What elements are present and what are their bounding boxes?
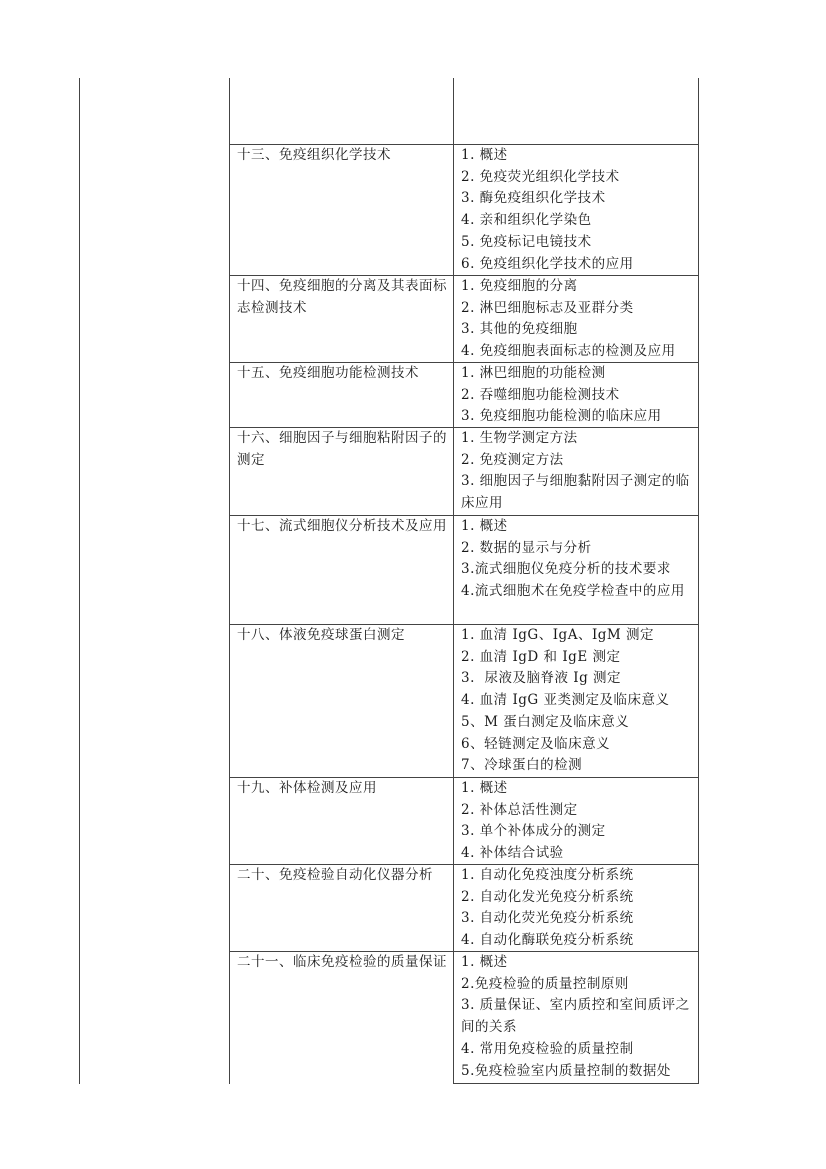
topic-cell <box>237 428 449 471</box>
items-cell <box>461 363 697 428</box>
topic-text: 十四、免疫细胞的分离及其表面标志检测技术 <box>237 278 447 316</box>
list-item: 3.流式细胞仪免疫分析的技术要求 <box>461 561 671 578</box>
list-item: 1. 免疫细胞的分离 <box>461 278 578 294</box>
items-cell <box>461 276 697 363</box>
topic-cell <box>237 516 449 538</box>
list-item: 5.免疫检验室内质量控制的数据处 <box>461 1062 671 1079</box>
list-item: 4.流式细胞术在免疫学检查中的应用 <box>461 583 685 600</box>
topic-text: 十八、体液免疫球蛋白测定 <box>237 627 405 643</box>
list-item: 4. 常用免疫检验的质量控制 <box>461 1040 634 1057</box>
topic-cell <box>237 363 449 385</box>
list-item: 2.免疫检验的质量控制原则 <box>461 975 629 992</box>
list-item: 6. 免疫组织化学技术的应用 <box>461 255 634 272</box>
topic-cell <box>237 778 449 800</box>
list-item: 2. 数据的显示与分析 <box>461 539 592 556</box>
items-cell <box>461 865 697 952</box>
list-item: 2. 吞噬细胞功能检测技术 <box>461 386 620 403</box>
topic-cell <box>237 952 449 974</box>
list-item: 4. 补体结合试验 <box>461 845 564 862</box>
list-item: 1. 概述 <box>461 954 508 970</box>
list-item: 5. 免疫标记电镜技术 <box>461 233 592 250</box>
topic-text: 二十、免疫检验自动化仪器分析 <box>237 867 433 883</box>
topic-text: 十六、细胞因子与细胞粘附因子的测定 <box>237 430 447 468</box>
list-item: 3. 尿液及脑脊液 Ig 测定 <box>461 670 622 687</box>
list-item: 1. 淋巴细胞的功能检测 <box>461 365 606 381</box>
list-item: 2. 免疫测定方法 <box>461 451 564 468</box>
list-item: 7、冷球蛋白的检测 <box>461 757 583 774</box>
list-item: 2. 免疫荧光组织化学技术 <box>461 168 620 185</box>
list-item: 2. 自动化发光免疫分析系统 <box>461 888 634 905</box>
list-item: 4. 自动化酶联免疫分析系统 <box>461 932 634 949</box>
table-bottom-partial <box>453 1083 699 1084</box>
table-border-left <box>79 78 80 1084</box>
topic-text: 十三、免疫组织化学技术 <box>237 147 391 163</box>
topic-text: 十九、补体检测及应用 <box>237 780 377 796</box>
items-cell <box>461 778 697 865</box>
items-cell <box>461 516 697 603</box>
list-item: 1. 概述 <box>461 780 508 796</box>
list-item: 1. 生物学测定方法 <box>461 430 578 446</box>
list-item: 3. 自动化荧光免疫分析系统 <box>461 910 634 927</box>
list-item: 3. 酶免疫组织化学技术 <box>461 190 606 207</box>
topic-cell <box>237 145 449 167</box>
items-cell <box>461 145 697 275</box>
list-item: 1. 概述 <box>461 518 508 534</box>
topic-cell <box>237 865 449 887</box>
topic-text: 二十一、临床免疫检验的质量保证 <box>237 954 447 970</box>
column-divider-1 <box>229 78 230 1084</box>
list-item: 4. 免疫细胞表面标志的检测及应用 <box>461 343 676 360</box>
list-item: 1. 自动化免疫浊度分析系统 <box>461 867 634 883</box>
column-divider-2 <box>453 78 454 1084</box>
list-item: 2. 血清 IgD 和 IgE 测定 <box>461 648 621 665</box>
table-border-right <box>698 78 699 1084</box>
list-item: 3. 其他的免疫细胞 <box>461 321 578 338</box>
topic-cell <box>237 276 449 319</box>
topic-cell <box>237 625 449 647</box>
list-item: 3. 免疫细胞功能检测的临床应用 <box>461 408 662 425</box>
list-item: 3. 单个补体成分的测定 <box>461 823 606 840</box>
list-item: 2. 补体总活性测定 <box>461 801 578 818</box>
topic-text: 十五、免疫细胞功能检测技术 <box>237 365 419 381</box>
list-item: 5、M 蛋白测定及临床意义 <box>461 713 630 730</box>
list-item: 6、轻链测定及临床意义 <box>461 735 611 752</box>
list-item: 2. 淋巴细胞标志及亚群分类 <box>461 299 634 316</box>
topic-text: 十七、流式细胞仪分析技术及应用 <box>237 518 447 534</box>
list-item: 1. 概述 <box>461 147 508 163</box>
items-cell <box>461 428 697 515</box>
items-cell <box>461 625 697 777</box>
list-item: 3. 细胞因子与细胞黏附因子测定的临床应用 <box>461 473 690 512</box>
list-item: 1. 血清 IgG、IgA、IgM 测定 <box>461 627 655 643</box>
items-cell <box>461 952 697 1082</box>
list-item: 4. 亲和组织化学染色 <box>461 212 592 229</box>
list-item: 3. 质量保证、室内质控和室间质评之间的关系 <box>461 997 690 1036</box>
list-item: 4. 血清 IgG 亚类测定及临床意义 <box>461 692 670 709</box>
